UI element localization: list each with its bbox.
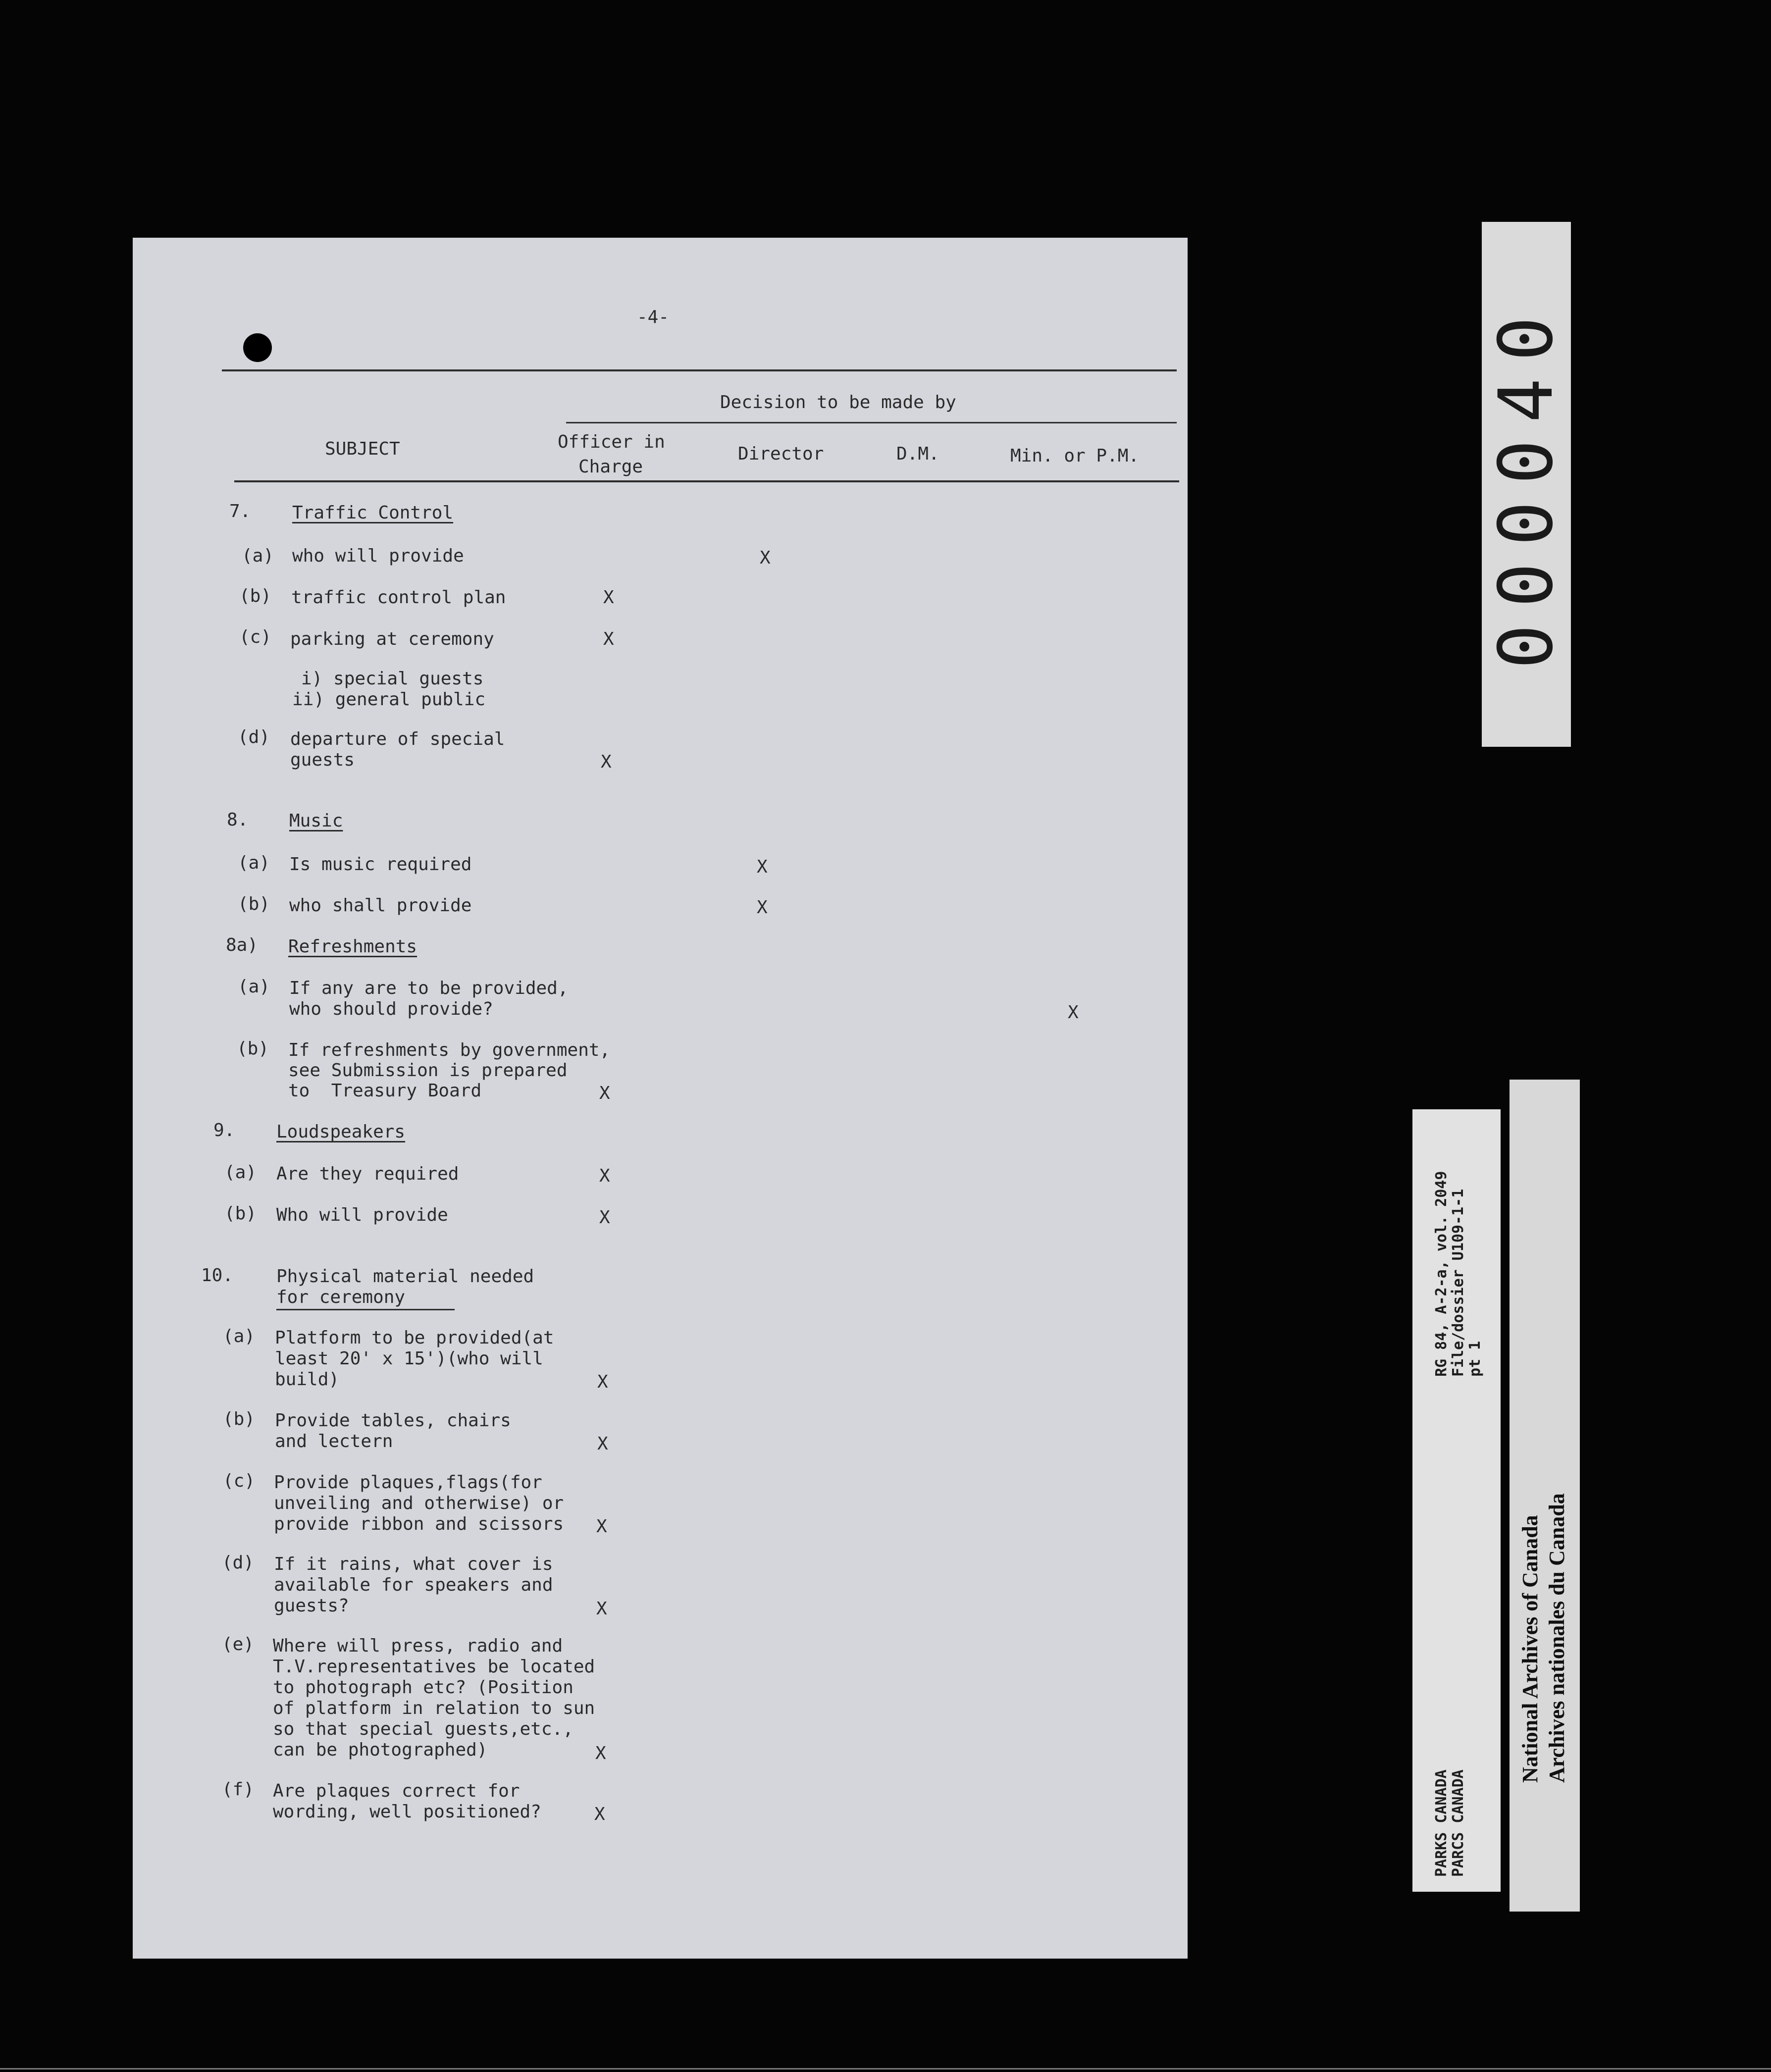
s10-c-text2: unveiling and otherwise) or xyxy=(274,1493,564,1513)
s10-e-text4: of platform in relation to sun xyxy=(273,1698,595,1718)
col-officer-line1: Officer in xyxy=(558,432,665,452)
mark-x: X xyxy=(595,1743,606,1763)
mark-x: X xyxy=(599,1083,610,1103)
mark-x: X xyxy=(597,1434,608,1454)
s8a-a-text2: who should provide? xyxy=(289,999,493,1019)
reference-line3: pt 1 xyxy=(1466,1341,1484,1377)
mark-x: X xyxy=(603,587,614,608)
mark-x: X xyxy=(760,548,771,568)
s9-a-label: (a) xyxy=(224,1162,257,1183)
s10-e-text1: Where will press, radio and xyxy=(273,1636,563,1656)
org-name-en: PARKS CANADA xyxy=(1433,1769,1450,1877)
s10-b-label: (b) xyxy=(223,1409,256,1429)
s8-number: 8. xyxy=(227,810,249,830)
org-name-fr: PARCS CANADA xyxy=(1450,1769,1467,1877)
s10-f-text1: Are plaques correct for xyxy=(273,1781,520,1801)
frame-number-label xyxy=(1482,222,1571,747)
s7-d-text1: departure of special xyxy=(290,729,505,749)
s10-e-text5: so that special guests,etc., xyxy=(273,1719,573,1739)
s7-b-text: traffic control plan xyxy=(291,587,506,608)
s8a-a-label: (a) xyxy=(238,977,270,997)
s8a-b-text2: see Submission is prepared xyxy=(288,1060,568,1081)
document-page xyxy=(133,238,1188,1959)
s10-d-text3: guests? xyxy=(274,1596,349,1616)
mark-x: X xyxy=(596,1516,607,1537)
s9-number: 9. xyxy=(213,1120,235,1140)
s8a-number: 8a) xyxy=(226,935,259,955)
s7-b-label: (b) xyxy=(239,586,272,606)
s10-title2: for ceremony xyxy=(276,1287,406,1307)
s10-c-label: (c) xyxy=(223,1471,256,1491)
s10-e-text6: can be photographed) xyxy=(273,1740,488,1760)
s8a-a-text1: If any are to be provided, xyxy=(289,978,569,998)
s10-title-underline xyxy=(276,1309,455,1310)
mark-x: X xyxy=(594,1804,605,1824)
s9-b-label: (b) xyxy=(224,1203,257,1224)
s10-a-text3: build) xyxy=(275,1369,340,1390)
frame-number: 000040 xyxy=(1483,300,1569,669)
s7-a-label: (a) xyxy=(242,546,274,566)
col-min-pm: Min. or P.M. xyxy=(1010,446,1140,466)
mark-x: X xyxy=(1068,1002,1079,1023)
punch-hole xyxy=(243,333,272,362)
s10-c-text3: provide ribbon and scissors xyxy=(274,1514,564,1534)
s10-number: 10. xyxy=(201,1265,234,1286)
decision-label: Decision to be made by xyxy=(720,392,956,413)
s10-e-text2: T.V.representatives be located xyxy=(273,1657,595,1677)
s8-b-label: (b) xyxy=(238,894,270,914)
s10-c-text1: Provide plaques,flags(for xyxy=(274,1472,542,1493)
mark-x: X xyxy=(603,629,614,649)
col-director: Director xyxy=(738,444,824,464)
col-dm: D.M. xyxy=(896,444,939,464)
decision-rule xyxy=(566,422,1177,423)
col-officer-line2: Charge xyxy=(578,457,643,477)
s8a-b-text1: If refreshments by government, xyxy=(288,1040,611,1060)
archives-card xyxy=(1510,1080,1580,1912)
s9-title: Loudspeakers xyxy=(276,1122,406,1142)
subject-heading: SUBJECT xyxy=(325,439,400,459)
archives-name-fr: Archives nationales du Canada xyxy=(1545,1493,1569,1783)
s8-title: Music xyxy=(289,811,343,831)
mark-x: X xyxy=(597,1372,608,1392)
s10-d-label: (d) xyxy=(222,1553,255,1573)
s10-d-text2: available for speakers and xyxy=(274,1575,553,1595)
reference-line1: RG 84, A-2-a, vol. 2049 xyxy=(1433,1171,1450,1377)
s8a-b-label: (b) xyxy=(237,1038,269,1059)
s8-a-text: Is music required xyxy=(289,854,472,875)
s10-a-text2: least 20' x 15')(who will xyxy=(275,1348,543,1369)
page-number: -4- xyxy=(637,307,670,327)
s10-b-text2: and lectern xyxy=(275,1431,393,1451)
s10-f-text2: wording, well positioned? xyxy=(273,1802,541,1822)
s7-title: Traffic Control xyxy=(292,503,454,523)
s7-c-label: (c) xyxy=(239,627,272,647)
s8a-b-text3: to Treasury Board xyxy=(288,1081,482,1101)
reference-line2: File/dossier U109-1-1 xyxy=(1450,1189,1467,1377)
archives-name-en: National Archives of Canada xyxy=(1518,1515,1542,1783)
s10-b-text1: Provide tables, chairs xyxy=(275,1410,511,1431)
s8-a-label: (a) xyxy=(238,853,270,873)
s10-a-label: (a) xyxy=(223,1326,256,1347)
mark-x: X xyxy=(596,1599,607,1619)
s10-d-text1: If it rains, what cover is xyxy=(274,1554,553,1574)
s10-e-text3: to photograph etc? (Position xyxy=(273,1677,573,1698)
s8-b-text: who shall provide xyxy=(289,895,472,916)
s8a-title: Refreshments xyxy=(288,936,417,957)
mark-x: X xyxy=(599,1207,610,1228)
s7-c-i: i) special guests xyxy=(301,669,484,689)
top-rule xyxy=(222,369,1177,371)
reference-card xyxy=(1412,1109,1501,1892)
s7-d-text2: guests xyxy=(290,750,355,770)
mark-x: X xyxy=(757,897,768,918)
s7-d-label: (d) xyxy=(238,727,270,747)
s7-a-text: who will provide xyxy=(292,546,464,566)
s10-a-text1: Platform to be provided(at xyxy=(275,1328,554,1348)
s10-e-label: (e) xyxy=(222,1634,255,1655)
mark-x: X xyxy=(601,752,612,772)
scan-edge-line xyxy=(0,2068,1771,2070)
s10-title1: Physical material needed xyxy=(276,1266,534,1287)
s7-number: 7. xyxy=(229,501,251,521)
s9-b-text: Who will provide xyxy=(276,1205,448,1225)
s7-c-ii: ii) general public xyxy=(292,689,486,710)
s10-f-label: (f) xyxy=(222,1779,255,1800)
mark-x: X xyxy=(757,857,768,877)
mark-x: X xyxy=(599,1166,610,1186)
s7-c-text: parking at ceremony xyxy=(290,629,494,649)
s9-a-text: Are they required xyxy=(276,1164,459,1184)
header-rule xyxy=(234,480,1179,482)
